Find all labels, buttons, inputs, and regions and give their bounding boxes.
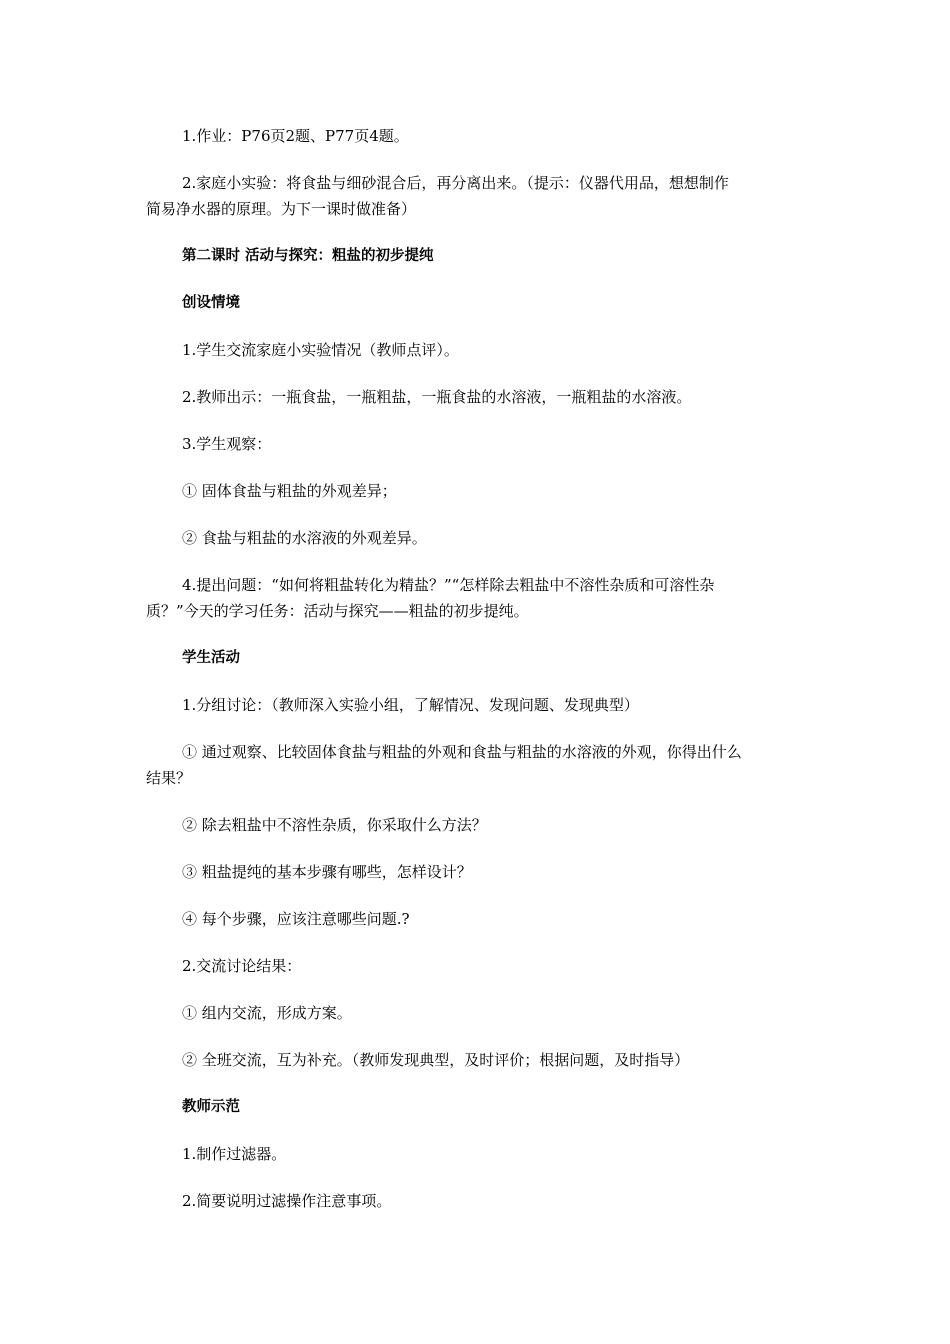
scenario-paragraph-4-line-2: 质？”今天的学习任务：活动与探究——粗盐的初步提纯。 [146, 602, 529, 620]
lesson-title: 第二课时 活动与探究：粗盐的初步提纯 [182, 248, 434, 264]
section-heading-scenario: 创设情境 [182, 295, 240, 311]
activity-result-a: ① 组内交流，形成方案。 [182, 1004, 352, 1022]
activity-question-3: ③ 粗盐提纯的基本步骤有哪些，怎样设计？ [182, 863, 472, 881]
activity-question-1-line-2: 结果？ [146, 769, 192, 787]
demo-paragraph-1: 1.制作过滤器。 [182, 1145, 287, 1163]
homework-item-2-line-2: 简易净水器的原理。为下一课时做准备） [146, 200, 417, 218]
scenario-paragraph-4-line-1: 4.提出问题：“如何将粗盐转化为精盐？”“怎样除去粗盐中不溶性杂质和可溶性杂 [182, 576, 715, 594]
homework-item-1: 1.作业：P76页2题、P77页4题。 [182, 127, 409, 145]
scenario-observation-a: ① 固体食盐与粗盐的外观差异； [182, 482, 397, 500]
activity-result-b: ② 全班交流，互为补充。（教师发现典型，及时评价；根据问题，及时指导） [182, 1051, 690, 1069]
activity-question-2: ② 除去粗盐中不溶性杂质，你采取什么方法？ [182, 816, 487, 834]
activity-question-1-line-1: ① 通过观察、比较固体食盐与粗盐的外观和食盐与粗盐的水溶液的外观，你得出什么 [182, 743, 742, 761]
demo-paragraph-2: 2.简要说明过滤操作注意事项。 [182, 1192, 392, 1210]
homework-item-2-line-1: 2.家庭小实验：将食盐与细砂混合后，再分离出来。（提示：仪器代用品，想想制作 [182, 174, 729, 192]
activity-question-4: ④ 每个步骤，应该注意哪些问题.? [182, 910, 410, 928]
activity-paragraph-1: 1.分组讨论：（教师深入实验小组，了解情况、发现问题、发现典型） [182, 696, 639, 714]
section-heading-student-activity: 学生活动 [182, 650, 240, 666]
scenario-paragraph-3: 3.学生观察： [182, 435, 272, 453]
scenario-paragraph-2: 2.教师出示：一瓶食盐，一瓶粗盐，一瓶食盐的水溶液，一瓶粗盐的水溶液。 [182, 388, 692, 406]
scenario-observation-b: ② 食盐与粗盐的水溶液的外观差异。 [182, 529, 427, 547]
scenario-paragraph-1: 1.学生交流家庭小实验情况（教师点评）。 [182, 341, 459, 359]
activity-paragraph-2: 2.交流讨论结果： [182, 957, 302, 975]
section-heading-teacher-demo: 教师示范 [182, 1099, 240, 1115]
